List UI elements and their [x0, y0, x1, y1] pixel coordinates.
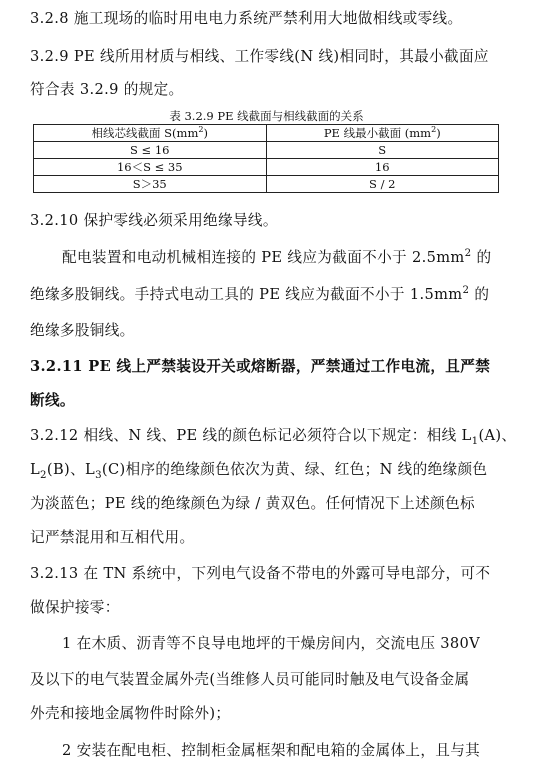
item-1-line-2: 及以下的电气装置金属外壳(当维修人员可能同时触及电气设备金属: [30, 671, 470, 688]
table-caption: 表 3.2.9 PE 线截面与相线截面的关系: [169, 109, 364, 123]
clause-3-2-13-line-1: 3.2.13 在 TN 系统中，下列电气设备不带电的外露可导电部分，可不: [30, 565, 491, 582]
clause-3-2-12-line-4: 记严禁混用和互相代用。: [30, 529, 195, 546]
header-pe-min-section: PE 线最小截面 $(mm^2)$: [266, 125, 499, 142]
table-cell-pe: S / 2: [266, 176, 499, 193]
table-cell-pe: S: [266, 142, 499, 159]
clause-3-2-10-detail-line-3: 绝缘多股铜线。: [30, 322, 135, 339]
clause-3-2-12-line-3: 为淡蓝色；PE 线的绝缘颜色为绿 / 黄双色。任何情况下上述颜色标: [30, 495, 475, 512]
clause-3-2-9-line-1: 3.2.9 PE 线所用材质与相线、工作零线(N 线)相同时，其最小截面应: [30, 48, 489, 65]
table-cell-phase: 16＜S ≤ 35: [34, 159, 267, 176]
item-1-line-1: 1 在木质、沥青等不良导电地坪的干燥房间内，交流电压 380V: [62, 635, 481, 652]
clause-3-2-10: 3.2.10 保护零线必须采用绝缘导线。: [30, 212, 278, 229]
clause-3-2-12-line-1: 3.2.12 相线、N 线、PE 线的颜色标记必须符合以下规定：相线 $L_1(A)$、: [30, 427, 517, 447]
table-row: [34, 142, 499, 159]
clause-3-2-10-detail-line-2: 绝缘多股铜线。手持式电动工具的 PE 线应为截面不小于 $1.5mm^2$ 的: [30, 285, 490, 303]
clause-3-2-11-line-2: 断线。: [30, 392, 75, 409]
item-1-line-3: 外壳和接地金属物件时除外)；: [30, 705, 231, 722]
item-2-line-1: 2 安装在配电柜、控制柜金属框架和配电箱的金属体上，且与其: [62, 742, 481, 759]
table-row: [34, 176, 499, 193]
pe-section-table: [33, 124, 499, 193]
table-row: [34, 159, 499, 176]
clause-3-2-11-line-1: 3.2.11 PE 线上严禁装设开关或熔断器，严禁通过工作电流，且严禁: [30, 358, 491, 375]
clause-3-2-10-detail-line-1: 配电装置和电动机械相连接的 PE 线应为截面不小于 $2.5mm^2$ 的: [62, 248, 492, 266]
table-cell-pe: 16: [266, 159, 499, 176]
clause-3-2-13-line-2: 做保护接零：: [30, 599, 120, 616]
table-header-row: [34, 125, 499, 142]
clause-3-2-8: 3.2.8 施工现场的临时用电电力系统严禁利用大地做相线或零线。: [30, 10, 463, 27]
clause-3-2-12-line-2: $L_2(B)$、$L_3(C)$相序的绝缘颜色依次为黄、绿、红色；N 线的绝缘颜色: [30, 461, 488, 481]
table-cell-phase: S＞35: [34, 176, 267, 193]
clause-3-2-9-line-2: 符合表 3.2.9 的规定。: [30, 81, 184, 98]
table-cell-phase: S ≤ 16: [34, 142, 267, 159]
header-phase-section: 相线芯线截面 $S(mm^2)$: [34, 125, 267, 142]
